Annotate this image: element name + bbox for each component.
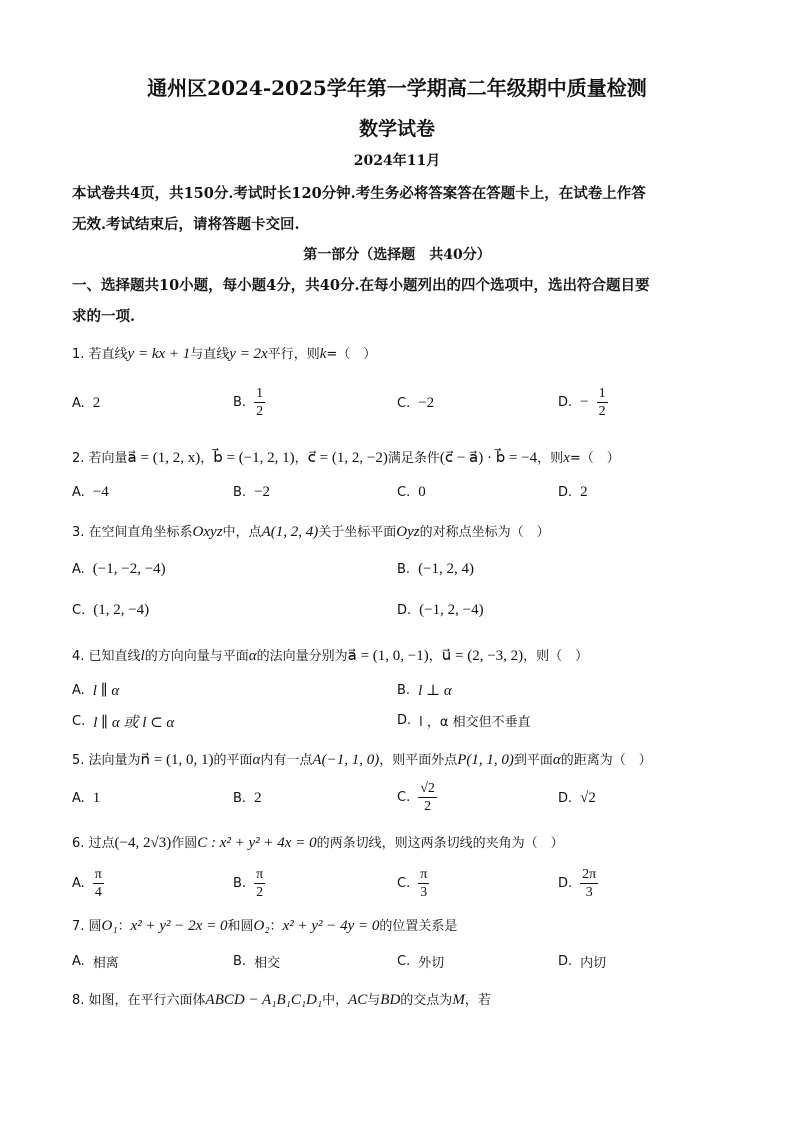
question-2-option-b: B. −2 [233,484,271,500]
question-2-stem: 2. 若向量a⃗ = (1, 2, x)，b⃗ = (−1, 2, 1)，c⃗ = (1, 2, −2)满足条件(c⃗ − a⃗) · b⃗ = −4，则x=（ ） [72,450,620,466]
question-6-option-b: B. $\frac{\pi}{2}$ [233,867,264,900]
question-5-option-b: B. 2 [233,790,262,806]
question-6-stem: 6. 过点(−4, 2√3)作圆C : x² + y² + 4x = 0的两条切线，则这两条切线的夹角为（ ） [72,835,564,851]
question-6-option-d: D. $\frac{2\pi}{3}$ [558,867,597,900]
question-1-option-a: A. 2 [72,395,101,411]
instructions-line-1: 本试卷共4页，共150分.考试时长120分钟.考生务必将答案答在答题卡上，在试卷上作答 [72,185,646,202]
question-4-stem: 4. 已知直线l的方向向量与平面α的法向量分别为a⃗ = (1, 0, −1)，u⃗ = (2, −3, 2)，则（ ） [72,648,589,664]
question-5-option-a: A. 1 [72,790,101,806]
section-title: 第一部分（选择题 共40分） [303,247,491,263]
question-4-option-a: A. l ∥ α [72,683,120,699]
exam-title: 通州区2024-2025学年第一学期高二年级期中质量检测 [147,76,647,100]
question-7-option-b: B. 相交 [233,954,281,971]
question-7-option-d: D. 内切 [558,954,607,971]
question-7-stem: 7. 圆O₁：x² + y² − 2x = 0和圆O₂：x² + y² − 4y = 0的位置关系是 [72,918,458,934]
exam-subtitle: 数学试卷 [358,118,435,140]
question-5-option-c: C. $\frac{√2}{2}$ [397,781,435,814]
question-4-option-c: C. l ∥ α 或 l ⊂ α [72,714,175,731]
question-3-option-c: C. (1, 2, −4) [72,602,150,618]
question-4-option-b: B. l ⊥ α [397,683,452,699]
exam-date: 2024年11月 [353,153,441,169]
question-7-option-c: C. 外切 [397,954,445,971]
question-4-option-d: D. l ，α 相交但不垂直 [397,713,531,730]
question-3-option-d: D. (−1, 2, −4) [397,602,484,618]
section-intro-line-2: 求的一项. [72,308,136,325]
question-1-stem: 1. 若直线y = kx + 1与直线y = 2x平行，则k=（ ） [72,346,377,362]
question-7-option-a: A. 相离 [72,954,119,971]
question-1-option-d: D. − $\frac{1}{2}$ [558,386,606,419]
instructions-line-2: 无效.考试结束后，请将答题卡交回. [72,216,300,233]
question-3-option-a: A. (−1, −2, −4) [72,561,166,577]
question-2-option-c: C. 0 [397,484,426,500]
question-2-option-a: A. −4 [72,484,109,500]
section-intro-line-1: 一、选择题共10小题，每小题4分，共40分.在每小题列出的四个选项中，选出符合题目要 [72,277,650,294]
question-1-option-c: C. −2 [397,395,435,411]
question-6-option-c: C. $\frac{\pi}{3}$ [397,867,428,900]
question-3-stem: 3. 在空间直角坐标系Oxyz中，点A(1, 2, 4)关于坐标平面Oyz的对称点坐标为（ ） [72,524,550,540]
question-6-option-a: A. $\frac{\pi}{4}$ [72,867,102,900]
question-1-option-b: B. $\frac{1}{2}$ [233,386,264,419]
question-3-option-b: B. (−1, 2, 4) [397,561,475,577]
question-5-option-d: D. √2 [558,790,596,806]
question-2-option-d: D. 2 [558,484,588,500]
question-8-stem: 8. 如图，在平行六面体ABCD − A₁B₁C₁D₁中，AC与BD的交点为M，若 [72,992,491,1008]
question-5-stem: 5. 法向量为n⃗ = (1, 0, 1)的平面α内有一点A(−1, 1, 0)，则平面外点P(1, 1, 0)到平面α的距离为（ ） [72,752,652,768]
